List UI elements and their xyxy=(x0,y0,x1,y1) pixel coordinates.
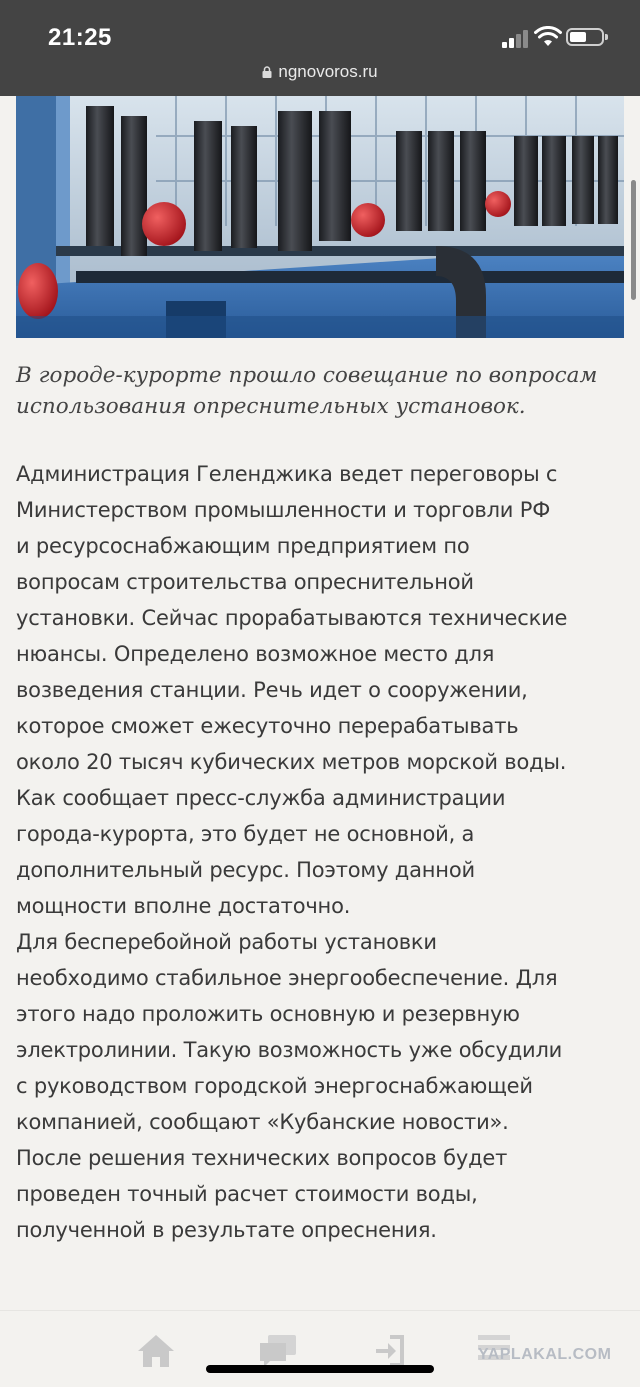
article-line: полученной в результате опреснения. xyxy=(16,1218,437,1242)
home-indicator[interactable] xyxy=(206,1365,434,1373)
article-line: проведен точный расчет стоимости воды, xyxy=(16,1182,478,1206)
page-scrollbar[interactable] xyxy=(631,180,636,300)
article-hero-image xyxy=(16,96,624,338)
article-line: нюансы. Определено возможное место для xyxy=(16,642,495,666)
address-bar[interactable] xyxy=(0,62,640,82)
article-line: вопросам строительства опреснительной xyxy=(16,570,474,594)
login-icon[interactable] xyxy=(372,1333,408,1369)
url-text: ngnovoros.ru xyxy=(278,62,378,81)
article-body xyxy=(16,456,628,1248)
article-line: возведения станции. Речь идет о сооружении, xyxy=(16,678,528,702)
article-line: Для бесперебойной работы установки xyxy=(16,930,437,954)
comments-icon[interactable] xyxy=(258,1333,298,1369)
article-line: компанией, сообщают «Кубанские новости». xyxy=(16,1110,509,1134)
article-line: с руководством городской энергоснабжающей xyxy=(16,1074,533,1098)
clock: 21:25 xyxy=(48,24,112,51)
article-line: города-курорта, это будет не основной, а xyxy=(16,822,475,846)
article-line: необходимо стабильное энергообеспечение. Для xyxy=(16,966,558,990)
article-line: После решения технических вопросов будет xyxy=(16,1146,508,1170)
caption-line: использования опреснительных установок. xyxy=(16,394,526,419)
status-bar xyxy=(0,0,640,96)
wifi-icon xyxy=(534,26,562,48)
article-line: этого надо проложить основную и резервную xyxy=(16,1002,520,1026)
article-line: установки. Сейчас прорабатываются технические xyxy=(16,606,568,630)
battery-icon xyxy=(566,28,604,46)
article-line: Администрация Геленджика ведет переговоры с xyxy=(16,462,558,486)
article-line: Министерством промышленности и торговли РФ xyxy=(16,498,551,522)
cellular-signal-icon xyxy=(502,30,530,48)
desalination-plant-photo xyxy=(16,96,624,338)
article-line: около 20 тысяч кубических метров морской воды. xyxy=(16,750,567,774)
article-line: мощности вполне достаточно. xyxy=(16,894,351,918)
article-line: Как сообщает пресс-служба администрации xyxy=(16,786,506,810)
article-line: и ресурсоснабжающим предприятием по xyxy=(16,534,470,558)
home-icon[interactable] xyxy=(136,1333,176,1369)
article-line: которое сможет ежесуточно перерабатывать xyxy=(16,714,519,738)
article-line: дополнительный ресурс. Поэтому данной xyxy=(16,858,475,882)
site-watermark: YAPLAKAL.COM xyxy=(478,1346,612,1363)
article-line: электролинии. Такую возможность уже обсудили xyxy=(16,1038,563,1062)
lock-icon xyxy=(262,66,272,78)
image-caption xyxy=(16,360,624,422)
caption-line: В городе-курорте прошло совещание по вопросам xyxy=(16,363,598,388)
